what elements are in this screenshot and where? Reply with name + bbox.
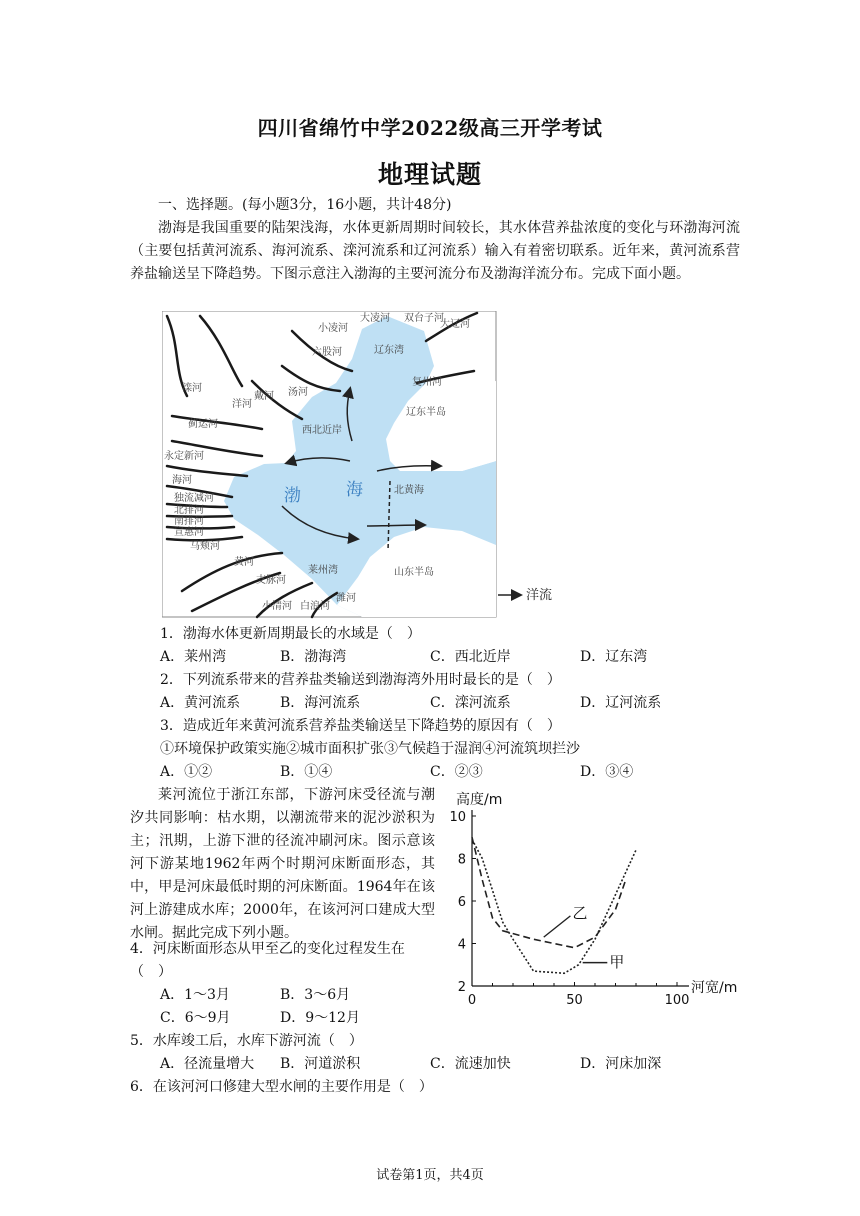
map-label: 海 <box>346 480 363 500</box>
map-label: 独流减河 <box>174 493 214 504</box>
map-label: 复州河 <box>412 377 442 388</box>
map-label: 支脉河 <box>256 575 286 586</box>
q5-option-a[interactable]: A．径流量增大 <box>160 1056 255 1072</box>
map-label: 永定新河 <box>164 451 204 462</box>
passage-1: 渤海是我国重要的陆架浅海，水体更新周期时间较长，其水体营养盐浓度的变化与环渤海河流（主要包括黄河流系、海河流系、滦河流系和辽河流系）输入有着密切联系。近年来，黄河流系营养盐输送呈下降趋势。下图示意注入渤海的主要河流分布及渤海洋流分布。完成下面小题。 <box>130 220 740 282</box>
y-tick-label: 6 <box>457 895 466 910</box>
map-label: 大凌河 <box>360 313 390 324</box>
map-label: 汤河 <box>288 387 308 398</box>
map-label: 双台子河 <box>404 313 444 324</box>
map-label: 六股河 <box>312 347 342 358</box>
map-label: 蓟运河 <box>188 419 218 430</box>
map-label: 白浪河 <box>300 601 330 612</box>
q1-option-b[interactable]: B．渤海湾 <box>280 649 347 665</box>
q3-option-a[interactable]: A．①② <box>160 764 213 780</box>
subject-title: 地理试题 <box>377 160 482 189</box>
y-tick-label: 10 <box>449 810 466 825</box>
q1-option-c[interactable]: C．西北近岸 <box>430 649 511 665</box>
map-label: 西北近岸 <box>302 425 342 436</box>
y-tick-label: 2 <box>457 980 466 995</box>
map-label: 宣惠河 <box>174 527 204 538</box>
q1-option-d[interactable]: D．辽东湾 <box>580 649 648 665</box>
q4-option-d[interactable]: D．9～12月 <box>280 1010 360 1026</box>
passage-2: 莱河流位于浙江东部，下游河床受径流与潮汐共同影响：枯水期，以潮流带来的泥沙淤积为主；汛期，上游下泄的径流冲刷河床。图示意该河下游某地1962年两个时期河床断面形态，其中，甲是河床最低时期的河床断面。1964年在该河上游建成水库；2000年，在该河河口建成大型水闸。据此完成下列小题。 <box>130 787 435 941</box>
x-axis-label: 河宽/m <box>691 980 738 996</box>
series-label: 甲 <box>609 952 625 971</box>
riverbed-cross-section-chart <box>440 786 760 1026</box>
map-label: 渤 <box>284 486 301 506</box>
map-label: 辽东半岛 <box>406 407 446 418</box>
page-footer: 试卷第1页，共4页 <box>376 1168 484 1183</box>
q5-option-c[interactable]: C．流速加快 <box>430 1056 511 1072</box>
map-label: 海河 <box>172 475 192 486</box>
question-6: 6．在该河河口修建大型水闸的主要作用是（ ） <box>130 1079 433 1095</box>
x-tick-label: 0 <box>467 993 477 1008</box>
map-label: 辽东湾 <box>374 345 404 356</box>
q5-option-d[interactable]: D．河床加深 <box>580 1056 662 1072</box>
question-4: 4．河床断面形态从甲至乙的变化过程发生在（ ） <box>130 941 405 980</box>
question-3: 3．造成近年来黄河流系营养盐类输送呈下降趋势的原因有（ ） <box>160 718 561 734</box>
map-label: 黄河 <box>234 557 254 568</box>
y-axis-label: 高度/m <box>456 792 503 808</box>
map-label: 北黄海 <box>394 485 424 496</box>
question-2: 2．下列流系带来的营养盐类输送到渤海湾外用时最长的是（ ） <box>160 672 561 688</box>
q4-option-a[interactable]: A．1～3月 <box>160 987 230 1003</box>
q3-option-c[interactable]: C．②③ <box>430 764 483 780</box>
y-tick-label: 8 <box>457 852 466 868</box>
map-label: 潍河 <box>336 593 356 604</box>
question-5: 5．水库竣工后，水库下游河流（ ） <box>130 1033 363 1049</box>
q4-option-c[interactable]: C．6～9月 <box>160 1010 231 1026</box>
map-label: 莱州湾 <box>308 565 338 576</box>
map-label: 山东半岛 <box>394 567 434 578</box>
question-3-statements: ①环境保护政策实施②城市面积扩张③气候趋于湿润④河流筑坝拦沙 <box>160 741 580 757</box>
series-label-pointer <box>544 916 571 937</box>
map-label: 洋河 <box>232 399 252 410</box>
x-tick-label: 50 <box>566 993 583 1008</box>
x-tick-label: 100 <box>664 993 690 1008</box>
map-label: 戴河 <box>254 391 274 402</box>
q2-option-b[interactable]: B．海河流系 <box>280 695 361 711</box>
map-label: 滦河 <box>182 383 202 394</box>
map-label: 马颊河 <box>190 541 220 552</box>
q4-option-b[interactable]: B．3～6月 <box>280 987 351 1003</box>
section-heading: 一、选择题。(每小题3分，16小题，共计48分) <box>158 197 452 213</box>
q1-option-a[interactable]: A．莱州湾 <box>160 649 227 665</box>
y-tick-label: 4 <box>457 937 466 953</box>
map-label: 北排河 <box>174 505 204 516</box>
series-label: 乙 <box>572 904 588 922</box>
q3-option-b[interactable]: B．①④ <box>280 764 333 780</box>
map-label: 小清河 <box>262 601 292 612</box>
map-label: 南排河 <box>174 516 204 527</box>
bohai-river-map <box>162 311 562 619</box>
map-legend-label: 洋流 <box>526 588 553 603</box>
map-label: 小凌河 <box>318 323 348 334</box>
q2-option-c[interactable]: C．滦河流系 <box>430 695 511 711</box>
q2-option-d[interactable]: D．辽河流系 <box>580 695 662 711</box>
map-label: 大辽河 <box>440 319 470 330</box>
exam-title: 四川省绵竹中学2022级高三开学考试 <box>257 116 603 140</box>
q2-option-a[interactable]: A．黄河流系 <box>160 695 241 711</box>
series-line-乙 <box>472 837 626 948</box>
question-1: 1．渤海水体更新周期最长的水域是（ ） <box>160 626 421 642</box>
q5-option-b[interactable]: B．河道淤积 <box>280 1056 361 1072</box>
q3-option-d[interactable]: D．③④ <box>580 764 634 780</box>
